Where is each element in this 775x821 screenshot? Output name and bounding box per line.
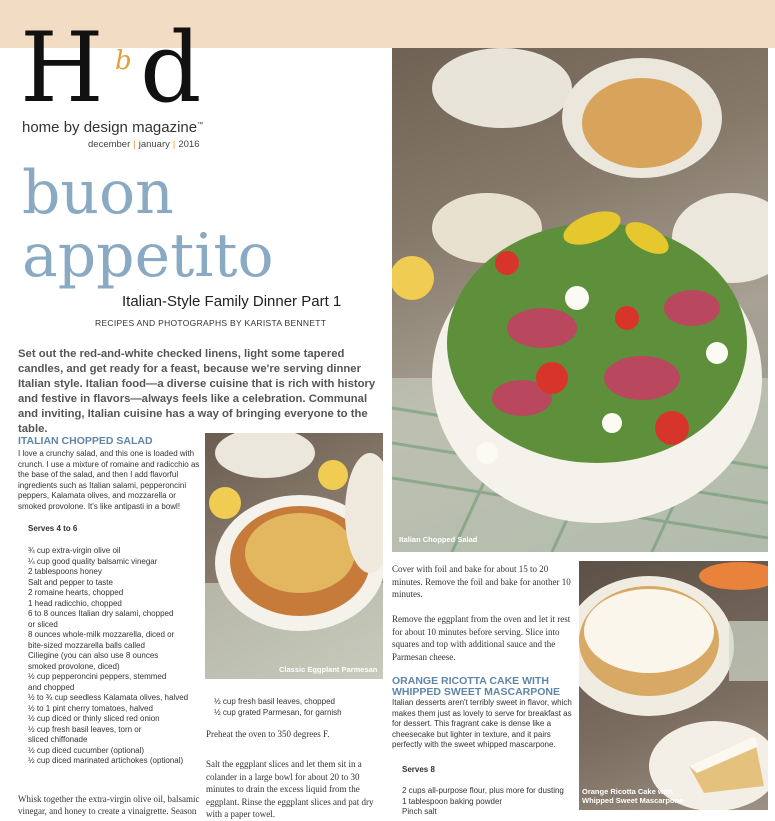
salad-ingredient-list [28, 546, 208, 767]
trademark-mark: ™ [197, 122, 204, 128]
salad-photo [392, 48, 768, 552]
orange-slice [699, 562, 768, 590]
headline-line-1: buon [22, 158, 174, 228]
salad-ingredient: 2 romaine hearts, chopped [28, 588, 124, 597]
cake-ingredient: 1 tablespoon baking powder [402, 796, 503, 806]
cake-heading-line-2: WHIPPED SWEET MASCARPONE [392, 686, 561, 698]
salad-ingredient: 2 tablespoons honey [28, 567, 102, 576]
napkin [729, 621, 768, 681]
eggplant-step-salt: Salt the eggplant slices and let them sit in a colander in a large bowl for about 20 to 30 minutes to drain the excess liquid from the eggplant. Rinse the eggplant slices and pat dry with a paper towel. [206, 759, 374, 819]
eggplant-ingredient: ½ cup fresh basil leaves, chopped [214, 697, 335, 706]
cake-caption-line-1: Orange Ricotta Cake with [582, 787, 673, 796]
eggplant-step-rest: Remove the eggplant from the oven and let it rest for about 10 minutes before serving. Slice into squares and top with additional sauce and the Parmesan cheese. [392, 614, 571, 662]
article-byline: RECIPES AND PHOTOGRAPHS BY KARISTA BENNETT [95, 318, 327, 328]
lemon-half [318, 460, 348, 490]
article-intro: Set out the red-and-white checked linens, light some tapered candles, and get ready for a feast, because we're serving dinner Italian style. Italian food—a diverse cuisine that is rich with history and festive in flavors—always feels like a celebration. Communal and inviting, Italian cuisine has a way of bringing everyone to the table. [18, 348, 376, 435]
salad-ingredient: ½ cup pepperoncini peppers, stemmed [28, 672, 167, 681]
salad-ingredient: and chopped [28, 682, 75, 692]
eggplant-topping [582, 78, 702, 168]
cake-ingredient: 2 cups all-purpose flour, plus more for dusting [402, 786, 564, 795]
salad-ingredient: ¾ cup extra-virgin olive oil [28, 546, 121, 555]
tagline-text: home by design magazine [22, 119, 198, 136]
salad-greens [447, 223, 747, 463]
logo-letter-d: d [140, 12, 202, 124]
cake-recipe-intro: Italian desserts aren't terribly sweet in flavor, which makes them just as lovely to serve for breakfast as for dessert. This fragrant cake is dense like a cheesecake but lighter in texture, and it pairs perfectly with the sweet whipped mascarpone. [392, 698, 572, 749]
issue-separator-2: | [172, 139, 176, 150]
salad-ingredient: smoked provolone, diced) [28, 661, 120, 671]
article-subtitle: Italian-Style Family Dinner Part 1 [122, 293, 342, 310]
lemon [392, 256, 434, 300]
salad-ingredient: or sliced [28, 619, 58, 629]
issue-month-1: december [88, 139, 131, 150]
logo-letter-h: H [20, 12, 104, 124]
cake-photo-art [579, 561, 768, 810]
eggplant-ingredient: ½ cup grated Parmesan, for garnish [214, 707, 342, 717]
eggplant-photo-art [205, 433, 383, 679]
sauce-dish [215, 433, 315, 478]
lemon-slice [209, 487, 241, 519]
issue-date [88, 139, 200, 150]
salad-ingredient: 8 ounces whole-milk mozzarella, diced or [28, 630, 175, 639]
whipped-mascarpone [584, 589, 714, 673]
eggplant-photo-caption: Classic Eggplant Parmesan [279, 665, 378, 674]
salad-ingredient: Ciliegine (you can also use 8 ounces [28, 651, 159, 660]
cake-photo-caption [582, 787, 683, 805]
salad-ingredient: ½ cup diced or thinly sliced red onion [28, 714, 160, 723]
salad-recipe-intro: I love a crunchy salad, and this one is loaded with crunch. I use a mixture of romaine and radicchio as the base of the salad, and then I add flavorful ingredients such as Italian salami, pepperoncini peppers, Kalamata olives, and mozzarella or smoked provolone. It's like antipasti in a bowl! [18, 449, 200, 511]
salad-ingredient: ½ to 1 pint cherry tomatoes, halved [28, 703, 153, 713]
salad-ingredient: sliced chiffonade [28, 735, 88, 744]
issue-separator-1: | [133, 139, 136, 150]
salad-photo-art [392, 48, 768, 552]
issue-month-2: january [138, 139, 170, 150]
magazine-tagline [22, 119, 203, 136]
cake-caption-line-2: Whipped Sweet Mascarpone [582, 796, 684, 805]
magazine-logo [20, 12, 202, 124]
salad-method: Whisk together the extra-virgin olive oil, balsamic vinegar, and honey to create a vinaigrette. Season [18, 794, 200, 816]
salad-ingredient: Salt and pepper to taste [28, 577, 113, 587]
cake-serves: Serves 8 [402, 765, 435, 774]
cake-ingredient-list [402, 786, 564, 818]
salad-ingredient: 1 head radicchio, chopped [28, 598, 122, 608]
salad-ingredient: ½ cup diced cucumber (optional) [28, 745, 145, 755]
cake-recipe-heading [392, 676, 560, 698]
salad-ingredient: ½ to ¾ cup seedless Kalamata olives, halved [28, 693, 189, 702]
logo-letter-b: b [115, 46, 132, 76]
salad-ingredient: bite-sized mozzarella balls called [28, 640, 145, 650]
melted-cheese [245, 513, 355, 593]
cake-heading-line-1: ORANGE RICOTTA CAKE WITH [392, 675, 549, 687]
eggplant-step-preheat: Preheat the oven to 350 degrees F. [206, 729, 330, 739]
eggplant-ingredient-list [214, 697, 342, 718]
salad-recipe-heading: ITALIAN CHOPPED SALAD [18, 435, 153, 447]
cake-ingredient: Pinch salt [402, 807, 437, 816]
cake-photo [579, 561, 768, 810]
salad-ingredient: ½ cup diced marinated artichokes (optional) [28, 756, 184, 765]
eggplant-photo [205, 433, 383, 679]
issue-year: 2016 [178, 139, 200, 150]
salad-serves: Serves 4 to 6 [28, 524, 78, 533]
headline-line-2: appetito [22, 221, 274, 291]
salad-ingredient: 6 to 8 ounces Italian dry salami, chopped [28, 609, 174, 618]
article-headline [22, 158, 274, 291]
eggplant-step-bake: Cover with foil and bake for about 15 to 20 minutes. Remove the foil and bake for another 10 minutes. [392, 564, 571, 599]
salad-ingredient: ½ cup fresh basil leaves, torn or [28, 724, 142, 734]
side-dish-top [432, 48, 572, 128]
salad-ingredient: ¼ cup good quality balsamic vinegar [28, 556, 158, 566]
salad-photo-caption: Italian Chopped Salad [399, 535, 478, 544]
